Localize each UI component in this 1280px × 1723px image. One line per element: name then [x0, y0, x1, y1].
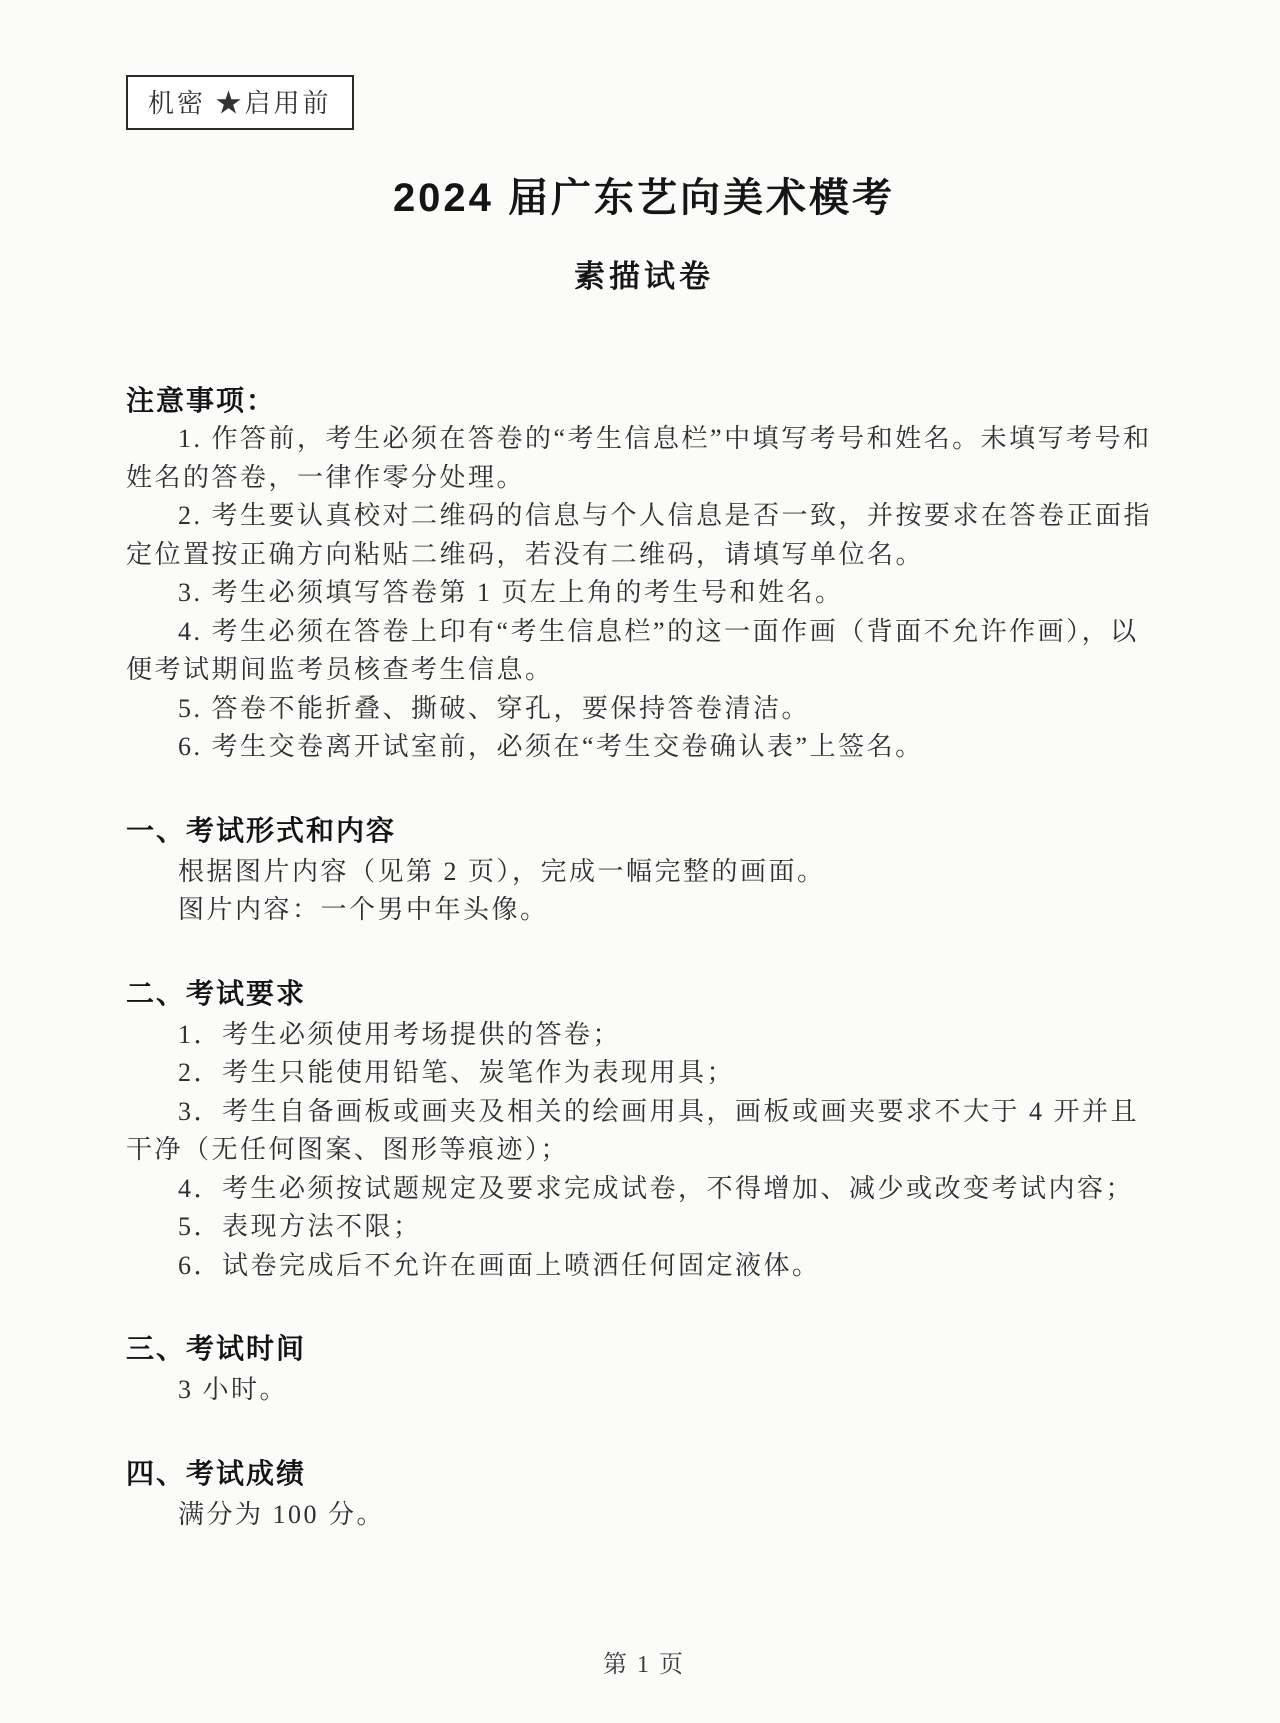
section-heading-exam-duration: 三、考试时间: [126, 1333, 307, 1364]
section-heading-exam-score: 四、考试成绩: [126, 1457, 307, 1489]
notice-item-4: 4. 考生必须在答卷上印有“考生信息栏”的这一面作画（背面不允许作画），以便考试期间监考员核查考生信息。: [126, 616, 1139, 684]
notice-item-6: 6. 考生交卷离开试室前，必须在“考生交卷确认表”上签名。: [178, 732, 924, 761]
section-exam-score: [126, 1454, 1162, 1535]
requirement-item-5: 5．表现方法不限；: [178, 1212, 422, 1241]
confidential-stamp: 机密 ★启用前: [126, 75, 354, 130]
notice-list: [126, 420, 1162, 767]
page-subtitle: 素描试卷: [574, 259, 714, 294]
requirement-item-1: 1．考生必须使用考场提供的答卷；: [178, 1019, 622, 1049]
notice-item-5: 5. 答卷不能折叠、撕破、穿孔，要保持答卷清洁。: [178, 693, 811, 723]
page-title: 2024 届广东艺向美术模考: [392, 176, 896, 220]
section-body-exam-requirements: [126, 1016, 1162, 1286]
requirement-item-6: 6．试卷完成后不允许在画面上喷洒任何固定液体。: [178, 1250, 821, 1280]
page-number: 第 1 页: [603, 1652, 685, 1678]
section-exam-format: [126, 811, 1162, 930]
requirement-item-4: 4．考生必须按试题规定及要求完成试卷，不得增加、减少或改变考试内容；: [178, 1173, 1135, 1203]
requirement-item-2: 2．考生只能使用铅笔、炭笔作为表现用具；: [178, 1058, 736, 1087]
exam-format-line-1: 根据图片内容（见第 2 页），完成一幅完整的画面。: [178, 856, 826, 886]
section-exam-requirements: [126, 974, 1162, 1286]
section-body-exam-format: [126, 853, 1162, 930]
notice-heading: 注意事项：: [126, 385, 277, 416]
section-exam-duration: [126, 1329, 1162, 1410]
section-heading-exam-format: 一、考试形式和内容: [126, 814, 397, 846]
exam-format-line-2: 图片内容：一个男中年头像。: [178, 895, 549, 924]
exam-duration-value: 3 小时。: [178, 1375, 289, 1404]
notice-item-1: 1. 作答前，考生必须在答卷的“考生信息栏”中填写考号和姓名。未填写考号和姓名的答卷，一律作零分处理。: [126, 424, 1152, 492]
section-body-exam-score: [126, 1496, 1162, 1535]
exam-score-value: 满分为 100 分。: [178, 1499, 386, 1529]
section-heading-exam-requirements: 二、考试要求: [126, 977, 307, 1009]
notice-item-3: 3. 考生必须填写答卷第 1 页左上角的考生号和姓名。: [178, 578, 844, 607]
section-body-exam-duration: [126, 1371, 1162, 1410]
requirement-item-3: 3．考生自备画板或画夹及相关的绘画用具，画板或画夹要求不大于 4 开并且干净（无任何图案、图形等痕迹）；: [126, 1096, 1140, 1164]
notice-item-2: 2. 考生要认真校对二维码的信息与个人信息是否一致，并按要求在答卷正面指定位置按正确方向粘贴二维码，若没有二维码，请填写单位名。: [126, 501, 1153, 569]
